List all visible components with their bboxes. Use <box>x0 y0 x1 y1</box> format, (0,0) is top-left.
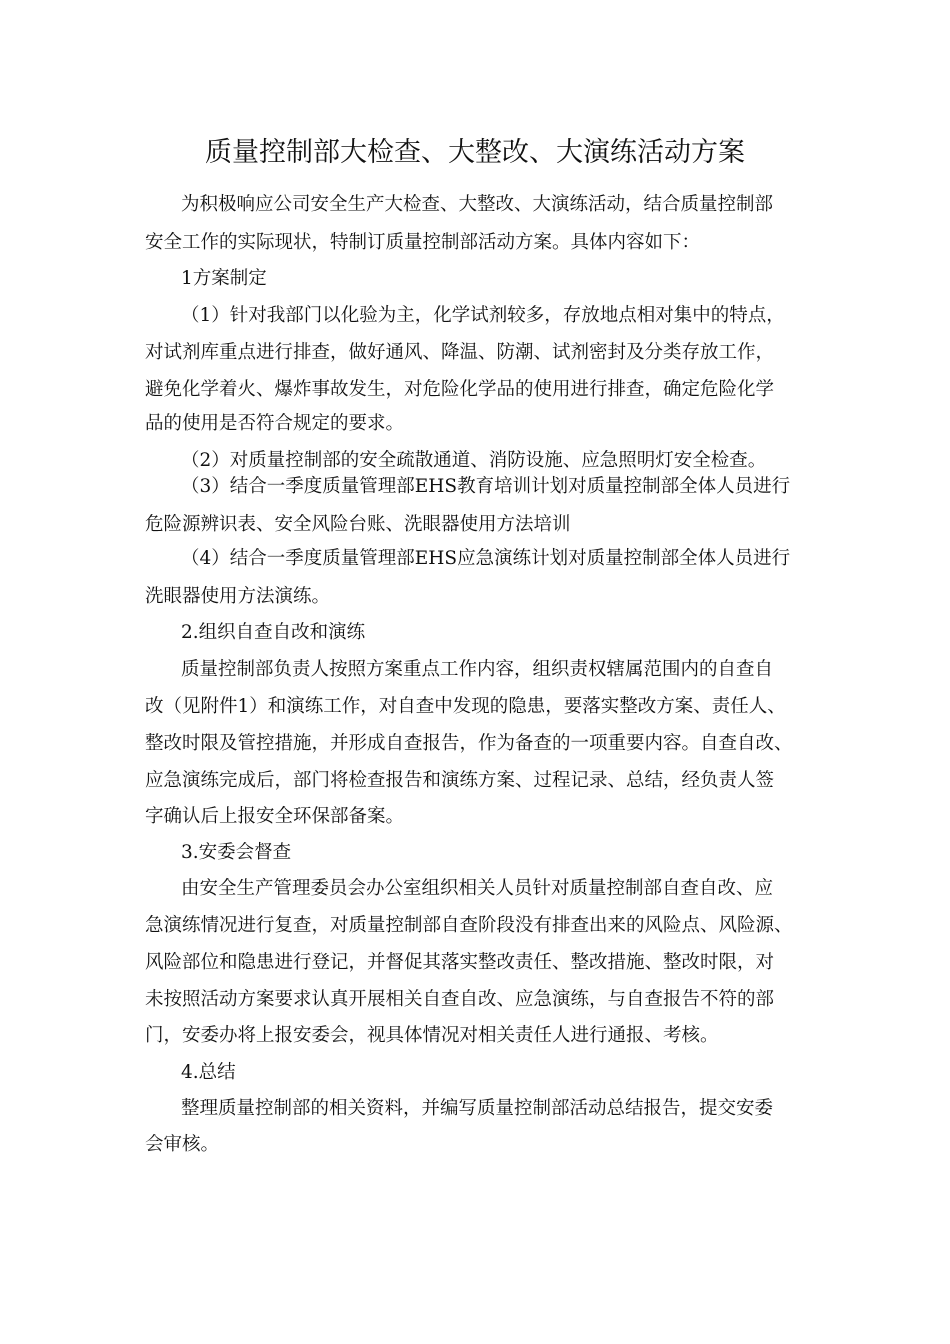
paragraph-line: 字确认后上报安全环保部备案。 <box>145 806 405 827</box>
paragraph-line: 品的使用是否符合规定的要求。 <box>145 413 405 434</box>
paragraph-line: 风险部位和隐患进行登记，并督促其落实整改责任、整改措施、整改时限，对 <box>145 952 775 973</box>
paragraph-line: （2）对质量控制部的安全疏散通道、消防设施、应急照明灯安全检查。 <box>181 450 767 471</box>
paragraph-line: 应急演练完成后，部门将检查报告和演练方案、过程记录、总结，经负责人签 <box>145 770 775 791</box>
paragraph-line: 为积极响应公司安全生产大检查、大整改、大演练活动，结合质量控制部 <box>181 194 774 215</box>
paragraph-line: 未按照活动方案要求认真开展相关自查自改、应急演练，与自查报告不符的部 <box>145 989 775 1010</box>
paragraph-line: （1）针对我部门以化验为主，化学试剂较多，存放地点相对集中的特点， <box>181 305 785 326</box>
section-heading: 4.总结 <box>181 1062 236 1083</box>
paragraph-line: 改（见附件1）和演练工作，对自查中发现的隐患，要落实整改方案、责任人、 <box>145 696 786 717</box>
paragraph-line: 洗眼器使用方法演练。 <box>145 586 331 607</box>
paragraph-line: 对试剂库重点进行排查，做好通风、降温、防潮、试剂密封及分类存放工作， <box>145 342 775 363</box>
paragraph-line: 整改时限及管控措施，并形成自查报告，作为备查的一项重要内容。自查自改、 <box>145 733 793 754</box>
paragraph-line: 急演练情况进行复查，对质量控制部自查阶段没有排查出来的风险点、风险源、 <box>145 915 793 936</box>
section-heading: 3.安委会督查 <box>181 842 292 863</box>
paragraph-line: 质量控制部负责人按照方案重点工作内容，组织责权辖属范围内的自查自 <box>181 659 774 680</box>
paragraph-line: 门，安委办将上报安委会，视具体情况对相关责任人进行通报、考核。 <box>145 1025 719 1046</box>
paragraph-line: 会审核。 <box>145 1134 220 1155</box>
section-heading: 1方案制定 <box>181 268 267 289</box>
paragraph-line: （3）结合一季度质量管理部EHS教育培训计划对质量控制部全体人员进行 <box>181 476 791 497</box>
document-title: 质量控制部大检查、大整改、大演练活动方案 <box>205 137 745 168</box>
paragraph-line: 避免化学着火、爆炸事故发生，对危险化学品的使用进行排查，确定危险化学 <box>145 379 775 400</box>
section-heading: 2.组织自查自改和演练 <box>181 622 366 643</box>
paragraph-line: 由安全生产管理委员会办公室组织相关人员针对质量控制部自查自改、应 <box>181 878 774 899</box>
paragraph-line: （4）结合一季度质量管理部EHS应急演练计划对质量控制部全体人员进行 <box>181 548 791 569</box>
paragraph-line: 危险源辨识表、安全风险台账、洗眼器使用方法培训 <box>145 514 571 535</box>
paragraph-line: 整理质量控制部的相关资料，并编写质量控制部活动总结报告，提交安委 <box>181 1098 774 1119</box>
paragraph-line: 安全工作的实际现状，特制订质量控制部活动方案。具体内容如下： <box>145 232 701 253</box>
